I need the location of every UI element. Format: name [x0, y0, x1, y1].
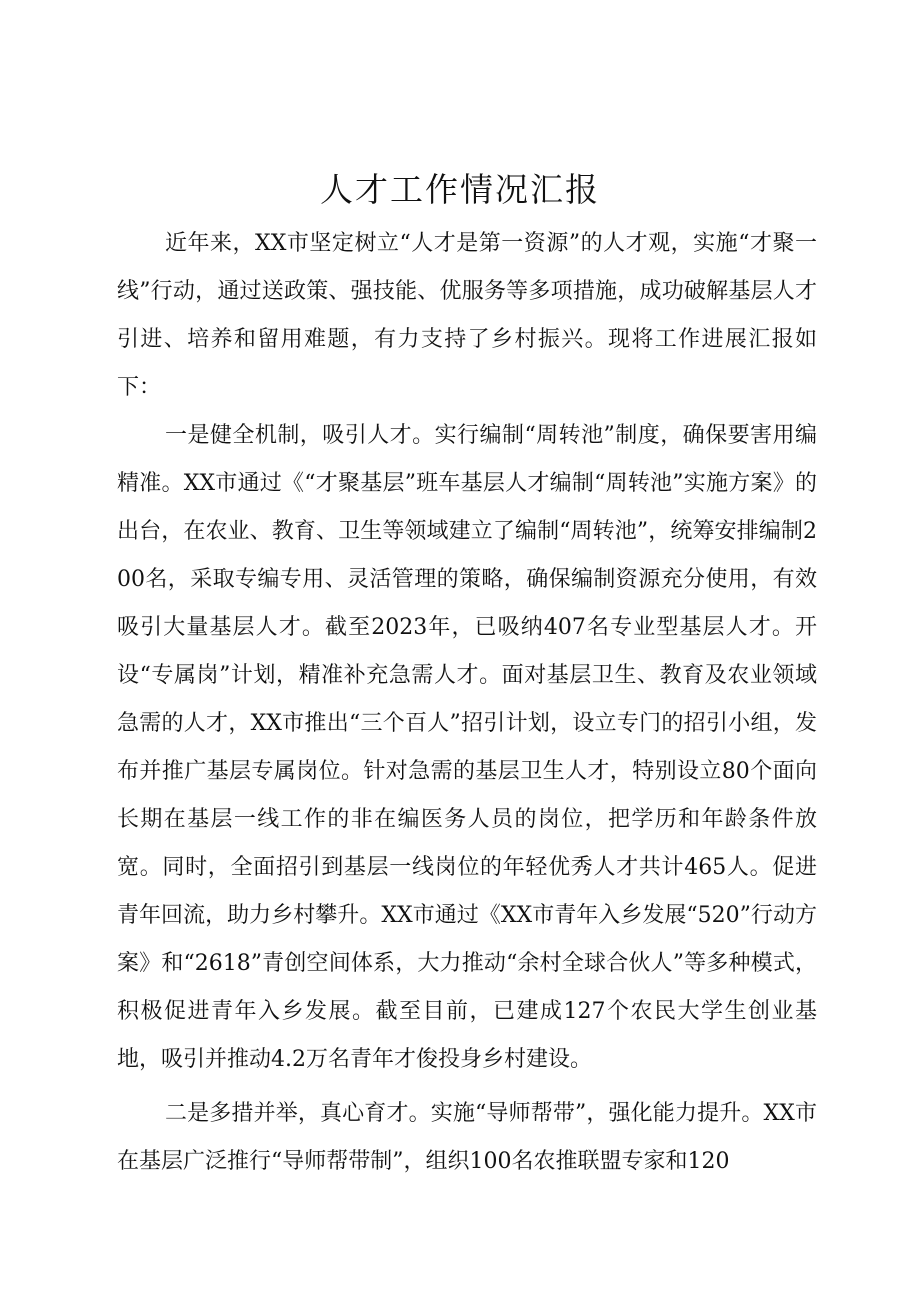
paragraph-training: 二是多措并举，真心育才。实施“导师帮带”，强化能力提升。XX市在基层广泛推行“导师帮带制”，组织100名农推联盟专家和120 — [117, 1101, 817, 1174]
paragraph-intro: 近年来，XX市坚定树立“人才是第一资源”的人才观，实施“才聚一线”行动，通过送政策、强技能、优服务等多项措施，成功破解基层人才引进、培养和留用难题，有力支持了乡村振兴。现将工作进展汇报如下： — [117, 231, 817, 400]
document-title: 人才工作情况汇报 — [320, 170, 600, 209]
paragraph-mechanism: 一是健全机制，吸引人才。实行编制“周转池”制度，确保要害用编精准。XX市通过《“才聚基层”班车基层人才编制“周转池”实施方案》的出台，在农业、教育、卫生等领域建立了编制“周转池”，统筹安排编制200名，采取专编专用、灵活管理的策略，确保编制资源充分使用，有效吸引大量基层人才。截至2023年，已吸纳407名专业型基层人才。开设“专属岗”计划，精准补充急需人才。面对基层卫生、教育及农业领域急需的人才，XX市推出“三个百人”招引计划，设立专门的招引小组，发布并推广基层专属岗位。针对急需的基层卫生人才，特别设立80个面向长期在基层一线工作的非在编医务人员的岗位，把学历和年龄条件放宽。同时，全面招引到基层一线岗位的年轻优秀人才共计465人。促进青年回流，助力乡村攀升。XX市通过《XX市青年入乡发展“520”行动方案》和“2618”青创空间体系，大力推动“余村全球合伙人”等多种模式，积极促进青年入乡发展。截至目前，已建成127个农民大学生创业基地，吸引并推动4.2万名青年才俊投身乡村建设。 — [117, 423, 817, 1072]
document-body — [117, 220, 817, 1186]
